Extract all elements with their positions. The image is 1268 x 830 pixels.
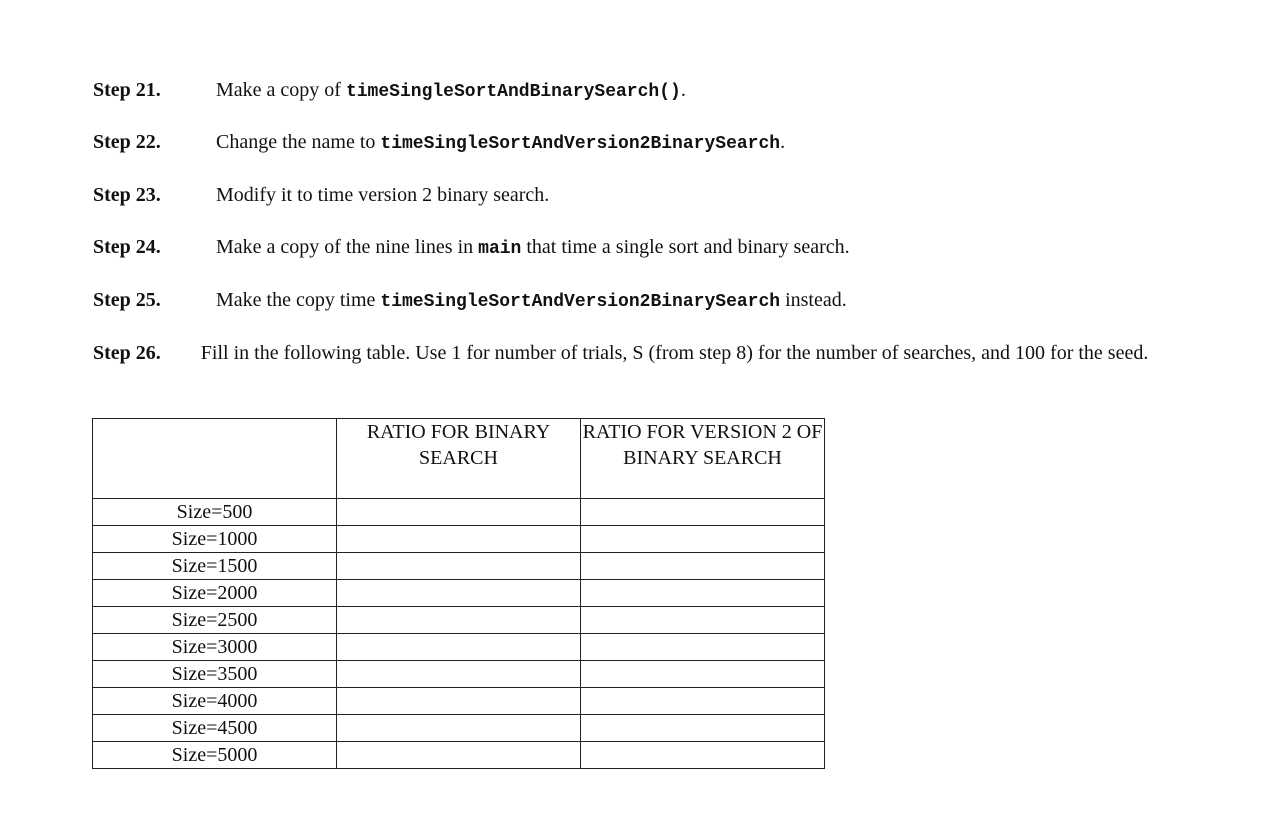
- table-row: [93, 661, 825, 688]
- step-text: Change the name to: [216, 131, 381, 153]
- row-label: Size=4500: [93, 715, 337, 742]
- step-label: Step 23.: [93, 184, 161, 206]
- table-row: [93, 526, 825, 553]
- step-text: Fill in the following table. Use 1 for number of trials, S (from step 8) for the number of searches, and 100 for the seed.: [200, 342, 1149, 364]
- ratio-table: [92, 418, 825, 769]
- step-text: Make a copy of the nine lines in: [216, 236, 479, 258]
- ratio-binary-cell[interactable]: [337, 526, 581, 553]
- table-row: [93, 499, 825, 526]
- row-label: Size=1500: [93, 553, 337, 580]
- table-header-row: [93, 419, 825, 499]
- step-23: [93, 182, 549, 210]
- ratio-binary-cell[interactable]: [337, 553, 581, 580]
- ratio-version2-cell[interactable]: [581, 499, 825, 526]
- header-cell-binary-search: RATIO FOR BINARY SEARCH: [337, 419, 581, 499]
- ratio-version2-cell[interactable]: [581, 607, 825, 634]
- step-label: Step 25.: [93, 289, 161, 311]
- step-code: timeSingleSortAndBinarySearch(): [345, 82, 681, 102]
- step-code: main: [478, 239, 522, 259]
- row-label: Size=5000: [93, 742, 337, 769]
- table-row: [93, 688, 825, 715]
- ratio-version2-cell[interactable]: [581, 553, 825, 580]
- ratio-binary-cell[interactable]: [337, 607, 581, 634]
- ratio-version2-cell[interactable]: [581, 661, 825, 688]
- step-text-end: .: [780, 131, 786, 153]
- row-label: Size=4000: [93, 688, 337, 715]
- ratio-binary-cell[interactable]: [337, 688, 581, 715]
- step-text-end: instead.: [780, 289, 847, 311]
- ratio-version2-cell[interactable]: [581, 715, 825, 742]
- row-label: Size=2500: [93, 607, 337, 634]
- ratio-version2-cell[interactable]: [581, 580, 825, 607]
- ratio-version2-cell[interactable]: [581, 742, 825, 769]
- step-26: [93, 340, 1173, 366]
- step-24: [93, 234, 850, 262]
- ratio-binary-cell[interactable]: [337, 634, 581, 661]
- table-row: [93, 553, 825, 580]
- step-text-end: .: [680, 79, 686, 101]
- ratio-version2-cell[interactable]: [581, 526, 825, 553]
- step-code: timeSingleSortAndVersion2BinarySearch: [380, 134, 781, 154]
- step-text: Make the copy time: [216, 289, 381, 311]
- header-cell-version2-binary-search: RATIO FOR VERSION 2 OF BINARY SEARCH: [581, 419, 825, 499]
- step-text: Modify it to time version 2 binary search.: [216, 184, 550, 206]
- header-cell-empty: [93, 419, 337, 499]
- row-label: Size=3000: [93, 634, 337, 661]
- step-21: [93, 77, 686, 105]
- ratio-binary-cell[interactable]: [337, 580, 581, 607]
- table-row: [93, 580, 825, 607]
- ratio-binary-cell[interactable]: [337, 661, 581, 688]
- step-label: Step 21.: [93, 79, 161, 101]
- table-row: [93, 607, 825, 634]
- ratio-binary-cell[interactable]: [337, 499, 581, 526]
- step-text-end: that time a single sort and binary search.: [521, 236, 850, 258]
- step-text: Make a copy of: [216, 79, 346, 101]
- step-code: timeSingleSortAndVersion2BinarySearch: [380, 292, 781, 312]
- ratio-version2-cell[interactable]: [581, 634, 825, 661]
- table-row: [93, 715, 825, 742]
- row-label: Size=3500: [93, 661, 337, 688]
- table-row: [93, 634, 825, 661]
- row-label: Size=500: [93, 499, 337, 526]
- step-label: Step 22.: [93, 131, 161, 153]
- step-22: [93, 129, 785, 157]
- ratio-version2-cell[interactable]: [581, 688, 825, 715]
- step-label: Step 24.: [93, 236, 161, 258]
- ratio-binary-cell[interactable]: [337, 742, 581, 769]
- step-25: [93, 287, 847, 315]
- row-label: Size=2000: [93, 580, 337, 607]
- ratio-binary-cell[interactable]: [337, 715, 581, 742]
- row-label: Size=1000: [93, 526, 337, 553]
- step-label: Step 26.: [93, 342, 161, 364]
- table-row: [93, 742, 825, 769]
